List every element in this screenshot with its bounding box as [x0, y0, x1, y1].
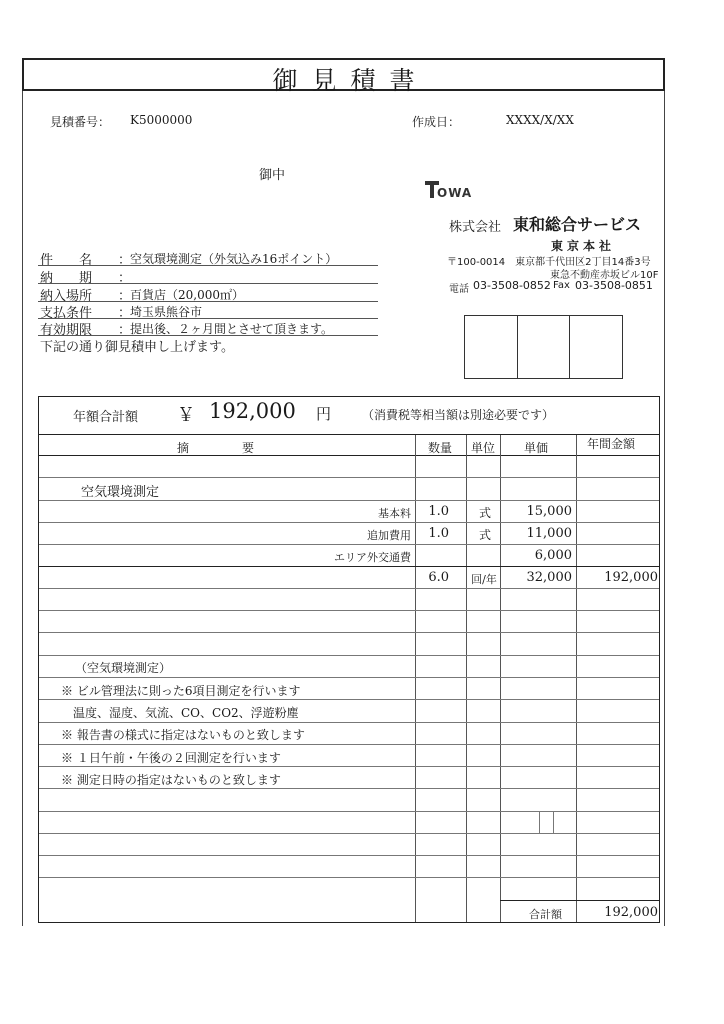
item-unit: 回/年	[471, 573, 497, 586]
field-colon: ：	[118, 289, 132, 304]
row-line	[39, 744, 659, 745]
field-underline	[38, 283, 378, 284]
addressee-suffix: 御中	[259, 168, 286, 183]
stamp-box	[570, 316, 622, 378]
field-underline	[38, 265, 378, 266]
row-line	[39, 655, 659, 656]
note-line: ※ 測定日時の指定はないものと致します	[61, 773, 281, 787]
total-label: 年額合計額	[73, 410, 139, 425]
field-colon: ：	[118, 306, 132, 321]
row-line	[39, 477, 659, 478]
company-branch: 東京本社	[551, 239, 616, 253]
tel-number: 03-3508-0852	[473, 279, 551, 292]
estimate-table	[38, 396, 660, 923]
item-price: 32,000	[526, 570, 572, 585]
row-line	[39, 722, 659, 723]
row-line	[39, 677, 659, 678]
item-unit: 式	[478, 506, 491, 520]
grand-total: 192,000	[604, 905, 658, 920]
field-label-subject: 件 名	[40, 253, 93, 268]
created-date-label: 作成日：	[412, 115, 461, 129]
item-amount: 192,000	[604, 570, 658, 585]
header-qty: 数量	[428, 441, 453, 455]
row-line	[39, 500, 659, 501]
total-currency: ￥	[177, 405, 195, 426]
field-value-location: 百貨店（20,000㎡）	[130, 288, 244, 302]
estimate-number-label: 見積番号：	[50, 115, 111, 129]
item-qty: 1.0	[428, 504, 449, 519]
row-line	[39, 566, 659, 567]
row-line	[39, 788, 659, 789]
header-description: 摘 要	[177, 441, 256, 455]
header-bottom-border	[39, 455, 659, 456]
cell-mark	[539, 811, 540, 833]
page-title: 御見積書	[272, 66, 429, 95]
towa-logo	[425, 180, 487, 200]
tel-label: 電話	[449, 284, 469, 295]
fax-number: 03-3508-0851	[575, 279, 653, 292]
company-type: 株式会社	[449, 220, 502, 235]
field-value-validity: 提出後、２ヶ月間とさせて頂きます。	[130, 322, 334, 336]
cell-mark	[553, 811, 554, 833]
total-note: （消費税等相当額は別途必要です）	[362, 408, 555, 422]
company-address-1: 〒100-0014 東京都千代田区2丁目14番3号	[447, 257, 651, 268]
field-colon: ：	[118, 323, 132, 338]
row-line	[39, 544, 659, 545]
header-unit: 単位	[471, 441, 496, 455]
row-line	[39, 766, 659, 767]
column-divider	[466, 435, 467, 922]
column-divider	[415, 435, 416, 922]
estimate-number: K5000000	[130, 113, 193, 127]
stamp-boxes	[464, 315, 623, 379]
grand-total-label: 合計額	[529, 908, 562, 921]
header-amount: 年間金額	[587, 437, 636, 451]
column-divider	[576, 435, 577, 922]
header-top-border	[39, 434, 659, 435]
section-title: 空気環境測定	[81, 485, 160, 500]
field-label-validity: 有効期限	[40, 323, 93, 338]
note-line: ※ ビル管理法に則った6項目測定を行います	[61, 684, 301, 698]
item-desc: 追加費用	[367, 529, 411, 542]
row-line	[39, 522, 659, 523]
company-address-2: 東急不動産赤坂ビル10F	[550, 270, 659, 281]
note-line: ※ 報告書の様式に指定はないものと致します	[61, 728, 305, 742]
row-line	[39, 588, 659, 589]
row-line	[39, 632, 659, 633]
field-label-location: 納入場所	[40, 289, 93, 304]
field-value-subject: 空気環境測定（外気込み16ポイント）	[130, 252, 338, 266]
item-price: 6,000	[534, 548, 572, 563]
row-line	[39, 855, 659, 856]
stamp-box	[518, 316, 571, 378]
row-line	[39, 610, 659, 611]
frame-right-border	[664, 91, 665, 926]
item-desc: 基本料	[378, 507, 411, 520]
svg-text:OWA: OWA	[437, 186, 473, 200]
grand-total-top-border	[500, 900, 659, 901]
field-colon: ：	[118, 253, 132, 268]
intro-text: 下記の通り御見積申し上げます。	[40, 340, 234, 355]
total-amount: 192,000	[209, 399, 296, 423]
item-desc: エリア外交通費	[334, 551, 411, 564]
row-line	[39, 811, 659, 812]
row-line	[39, 699, 659, 700]
field-colon: ：	[118, 271, 132, 286]
item-qty: 1.0	[428, 526, 449, 541]
total-unit: 円	[316, 405, 332, 423]
field-value-payment: 埼玉県熊谷市	[130, 305, 203, 319]
note-line: ※ １日午前・午後の２回測定を行います	[61, 751, 281, 765]
company-name: 東和総合サービス	[513, 215, 642, 234]
note-line: 温度、湿度、気流、CO、CO2、浮遊粉塵	[61, 706, 299, 720]
created-date: XXXX/X/XX	[506, 113, 574, 127]
row-line	[39, 833, 659, 834]
item-price: 15,000	[526, 504, 572, 519]
frame-left-border	[22, 91, 23, 926]
field-label-delivery: 納 期	[40, 271, 93, 286]
item-unit: 式	[478, 528, 491, 542]
row-line	[39, 877, 659, 878]
header-price: 単価	[524, 441, 549, 455]
field-label-payment: 支払条件	[40, 306, 93, 321]
fax-label: Fax	[553, 280, 570, 291]
stamp-box	[465, 316, 518, 378]
note-line: （空気環境測定）	[75, 661, 172, 675]
title-box	[22, 58, 665, 95]
item-price: 11,000	[526, 526, 572, 541]
item-qty: 6.0	[428, 570, 449, 585]
